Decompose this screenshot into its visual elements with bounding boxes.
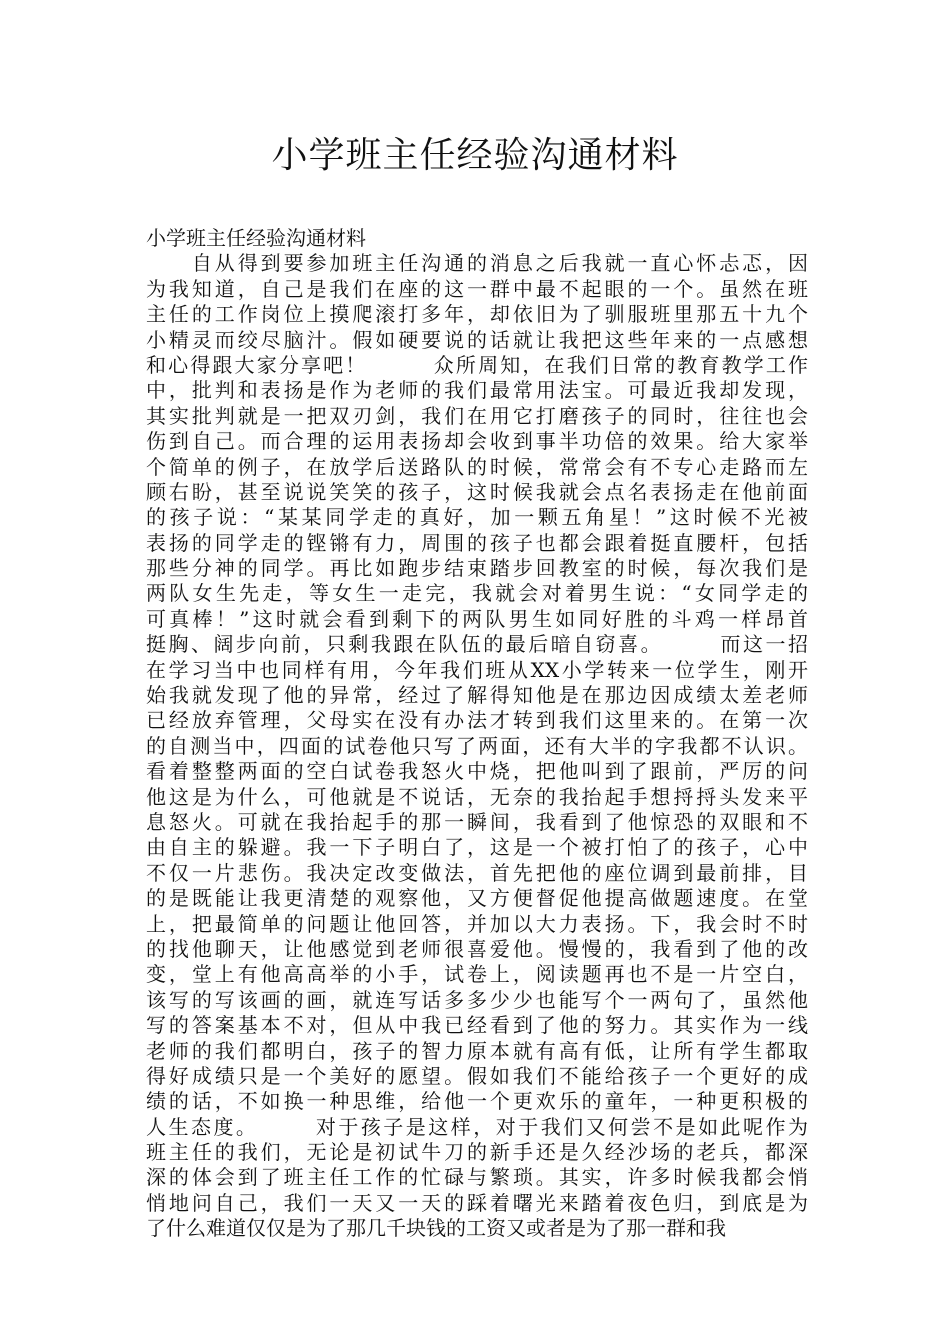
body-line: 绩的话，不如换一种思维，给他一个更欢乐的童年，一种更积极的 [146, 1089, 808, 1114]
body-line: 的孩子说：“某某同学走的真好，加一颗五角星！”这时候不光被 [146, 505, 808, 530]
body-line: 顾右盼，甚至说说笑笑的孩子，这时候我就会点名表扬走在他前面 [146, 479, 808, 504]
body-line: 表扬的同学走的铿锵有力，周围的孩子也都会跟着挺直腰杆，包括 [146, 530, 808, 555]
body-line: 人生态度。 对于孩子是这样，对于我们又何尝不是如此呢作为 [146, 1114, 808, 1139]
body-line: 息怒火。可就在我抬起手的那一瞬间，我看到了他惊恐的双眼和不 [146, 809, 808, 834]
body-line: 小精灵而绞尽脑汁。假如硬要说的话就让我把这些年来的一点感想 [146, 327, 808, 352]
body-line: 那些分神的同学。再比如跑步结束踏步回教室的时候，每次我们是 [146, 556, 808, 581]
body-line: 看着整整两面的空白试卷我怒火中烧，把他叫到了跟前，严厉的问 [146, 759, 808, 784]
body-line: 他这是为什么，可他就是不说话，无奈的我抬起手想捋捋头发来平 [146, 784, 808, 809]
body-line: 该写的写该画的画，就连写话多多少少也能写个一两句了，虽然他 [146, 987, 808, 1012]
document-subtitle: 小学班主任经验沟通材料 [146, 226, 366, 250]
body-line: 悄地问自己，我们一天又一天的踩着曙光来踏着夜色归，到底是为 [146, 1190, 808, 1215]
body-line: 自从得到要参加班主任沟通的消息之后我就一直心怀忐忑，因 [146, 251, 808, 276]
body-line: 和心得跟大家分享吧！ 众所周知，在我们日常的教育教学工作 [146, 352, 808, 377]
body-line: 可真棒！”这时就会看到剩下的两队男生如同好胜的斗鸡一样昂首 [146, 606, 808, 631]
body-line: 挺胸、阔步向前，只剩我跟在队伍的最后暗自窃喜。 而这一招 [146, 632, 808, 657]
body-line: 由自主的躲避。我一下子明白了，这是一个被打怕了的孩子，心中 [146, 835, 808, 860]
body-line: 了什么难道仅仅是为了那几千块钱的工资又或者是为了那一群和我 [146, 1216, 726, 1241]
body-line: 深的体会到了班主任工作的忙碌与繁琐。其实，许多时候我都会悄 [146, 1165, 808, 1190]
body-line: 个简单的例子，在放学后送路队的时候，常常会有不专心走路而左 [146, 454, 808, 479]
body-line: 伤到自己。而合理的运用表扬却会收到事半功倍的效果。给大家举 [146, 429, 808, 454]
body-line: 班主任的我们，无论是初试牛刀的新手还是久经沙场的老兵，都深 [146, 1140, 808, 1165]
body-line: 得好成绩只是一个美好的愿望。假如我们不能给孩子一个更好的成 [146, 1063, 808, 1088]
body-line: 主任的工作岗位上摸爬滚打多年，却依旧为了驯服班里那五十九个 [146, 302, 808, 327]
body-line: 老师的我们都明白，孩子的智力原本就有高有低，让所有学生都取 [146, 1038, 808, 1063]
body-line: 变，堂上有他高高举的小手，试卷上，阅读题再也不是一片空白， [146, 962, 808, 987]
body-line: 写的答案基本不对，但从中我已经看到了他的努力。其实作为一线 [146, 1013, 808, 1038]
body-line: 的自测当中，四面的试卷他只写了两面，还有大半的字我都不认识。 [146, 733, 808, 758]
body-line: 已经放弃管理，父母实在没有办法才转到我们这里来的。在第一次 [146, 708, 808, 733]
document-title: 小学班主任经验沟通材料 [271, 135, 679, 176]
document-body [146, 226, 808, 1242]
body-line: 不仅一片悲伤。我决定改变做法，首先把他的座位调到最前排，目 [146, 860, 808, 885]
body-line: 上，把最简单的问题让他回答，并加以大力表扬。下，我会时不时 [146, 911, 808, 936]
body-line: 的找他聊天，让他感觉到老师很喜爱他。慢慢的，我看到了他的改 [146, 936, 808, 961]
body-line: 为我知道，自己是我们在座的这一群中最不起眼的一个。虽然在班 [146, 276, 808, 301]
body-line: 两队女生先走，等女生一走完，我就会对着男生说：“女同学走的 [146, 581, 808, 606]
body-line: 始我就发现了他的异常，经过了解得知他是在那边因成绩太差老师 [146, 683, 808, 708]
body-line: 在学习当中也同样有用，今年我们班从XX小学转来一位学生，刚开 [146, 657, 808, 682]
body-line: 其实批判就是一把双刃剑，我们在用它打磨孩子的同时，往往也会 [146, 403, 808, 428]
body-line: 中，批判和表扬是作为老师的我们最常用法宝。可最近我却发现， [146, 378, 808, 403]
body-line: 的是既能让我更清楚的观察他，又方便督促他提高做题速度。在堂 [146, 886, 808, 911]
